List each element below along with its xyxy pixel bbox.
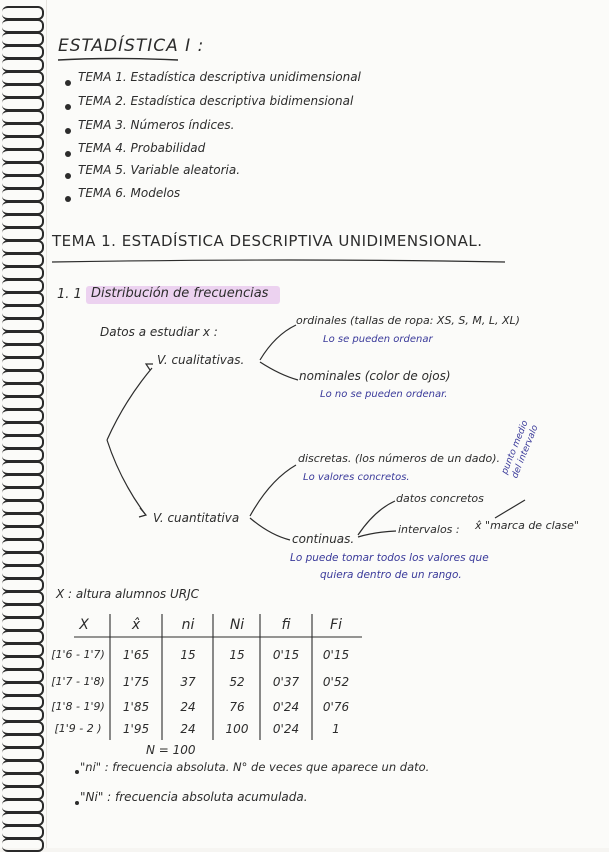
table-cell: [1'8 - 1'9) [51,700,105,713]
table-total: N = 100 [146,743,196,757]
note-ni: "ni" : frecuencia absoluta. N° de veces que aparece un dato. [80,760,430,774]
table-header: Fi [330,617,342,633]
table-cell: 0'76 [322,700,350,714]
section-title: Distribución de frecuencias [91,286,269,301]
table-cell: 24 [180,700,196,714]
topic-item: TEMA 6. Modelos [78,186,181,200]
table-cell: 0'24 [272,722,300,736]
table-header: Ni [229,617,245,633]
topic-item: TEMA 5. Variable aleatoria. [78,163,241,177]
tema-title: TEMA 1. ESTADÍSTICA DESCRIPTIVA UNIDIMENSIONAL. [52,232,483,250]
table-cell: 52 [229,675,245,689]
marca-clase-label: x̂ "marca de clase" [475,519,579,532]
diagram-intro: Datos a estudiar x : [100,325,218,339]
table-cell: 0'52 [322,675,350,689]
datos-concretos-label: datos concretos [396,492,484,505]
cuantitativa-label: V. cuantitativa [153,511,240,525]
table-cell: 76 [229,700,245,714]
table-cell: 24 [180,722,196,736]
ordinales-note: Lo se pueden ordenar [323,334,433,345]
topic-item: TEMA 4. Probabilidad [78,141,206,155]
table-header: ni [181,617,195,633]
table-cell: 0'15 [322,648,350,662]
table-header: fi [281,617,291,633]
punto-medio-note: punto medio del intervalo [500,419,541,480]
topic-item: TEMA 2. Estadística descriptiva bidimensional [78,94,354,108]
topic-item: TEMA 3. Números índices. [78,118,235,132]
intervalos-label: intervalos : [398,523,460,536]
nominales-label: nominales (color de ojos) [299,369,451,383]
continuas-note-line2: quiera dentro de un rango. [320,569,462,581]
table-cell: [1'6 - 1'7) [51,648,105,661]
section-number: 1. 1 [57,287,82,302]
table-cell: 0'15 [272,648,300,662]
bullet [75,770,79,774]
table-cell: 1'85 [122,700,150,714]
topic-item: TEMA 1. Estadística descriptiva unidimensional [78,70,361,84]
table-cell: [1'7 - 1'8) [51,675,105,688]
table-cell: 0'37 [272,675,300,689]
table-cell: 37 [180,675,196,689]
notes-heading: ESTADÍSTICA I : [58,36,205,56]
table-cell: 1'95 [122,722,150,736]
table-cell: 100 [225,722,249,736]
table-header: x̂ [131,617,141,633]
table-cell: [1'9 - 2 ) [54,722,102,735]
nominales-note: Lo no se pueden ordenar. [320,389,448,400]
table-cell: 15 [180,648,196,662]
ordinales-label: ordinales (tallas de ropa: XS, S, M, L, XL) [296,314,520,327]
table-cell: 0'24 [272,700,300,714]
table-cell: 1'65 [122,648,150,662]
bullet [75,801,79,805]
table-caption: X : altura alumnos URJC [56,587,200,601]
table-header: X [79,617,89,633]
cualitativas-label: V. cualitativas. [157,353,245,367]
table-cell: 1'75 [122,675,150,689]
discretas-note: Lo valores concretos. [303,472,410,483]
note-Ni: "Ni" : frecuencia absoluta acumulada. [80,790,308,804]
table-cell: 1 [332,722,340,736]
continuas-note-line1: Lo puede tomar todos los valores que [290,552,489,564]
continuas-label: continuas. [292,532,355,546]
table-cell: 15 [229,648,245,662]
discretas-label: discretas. (los números de un dado). [298,452,501,465]
